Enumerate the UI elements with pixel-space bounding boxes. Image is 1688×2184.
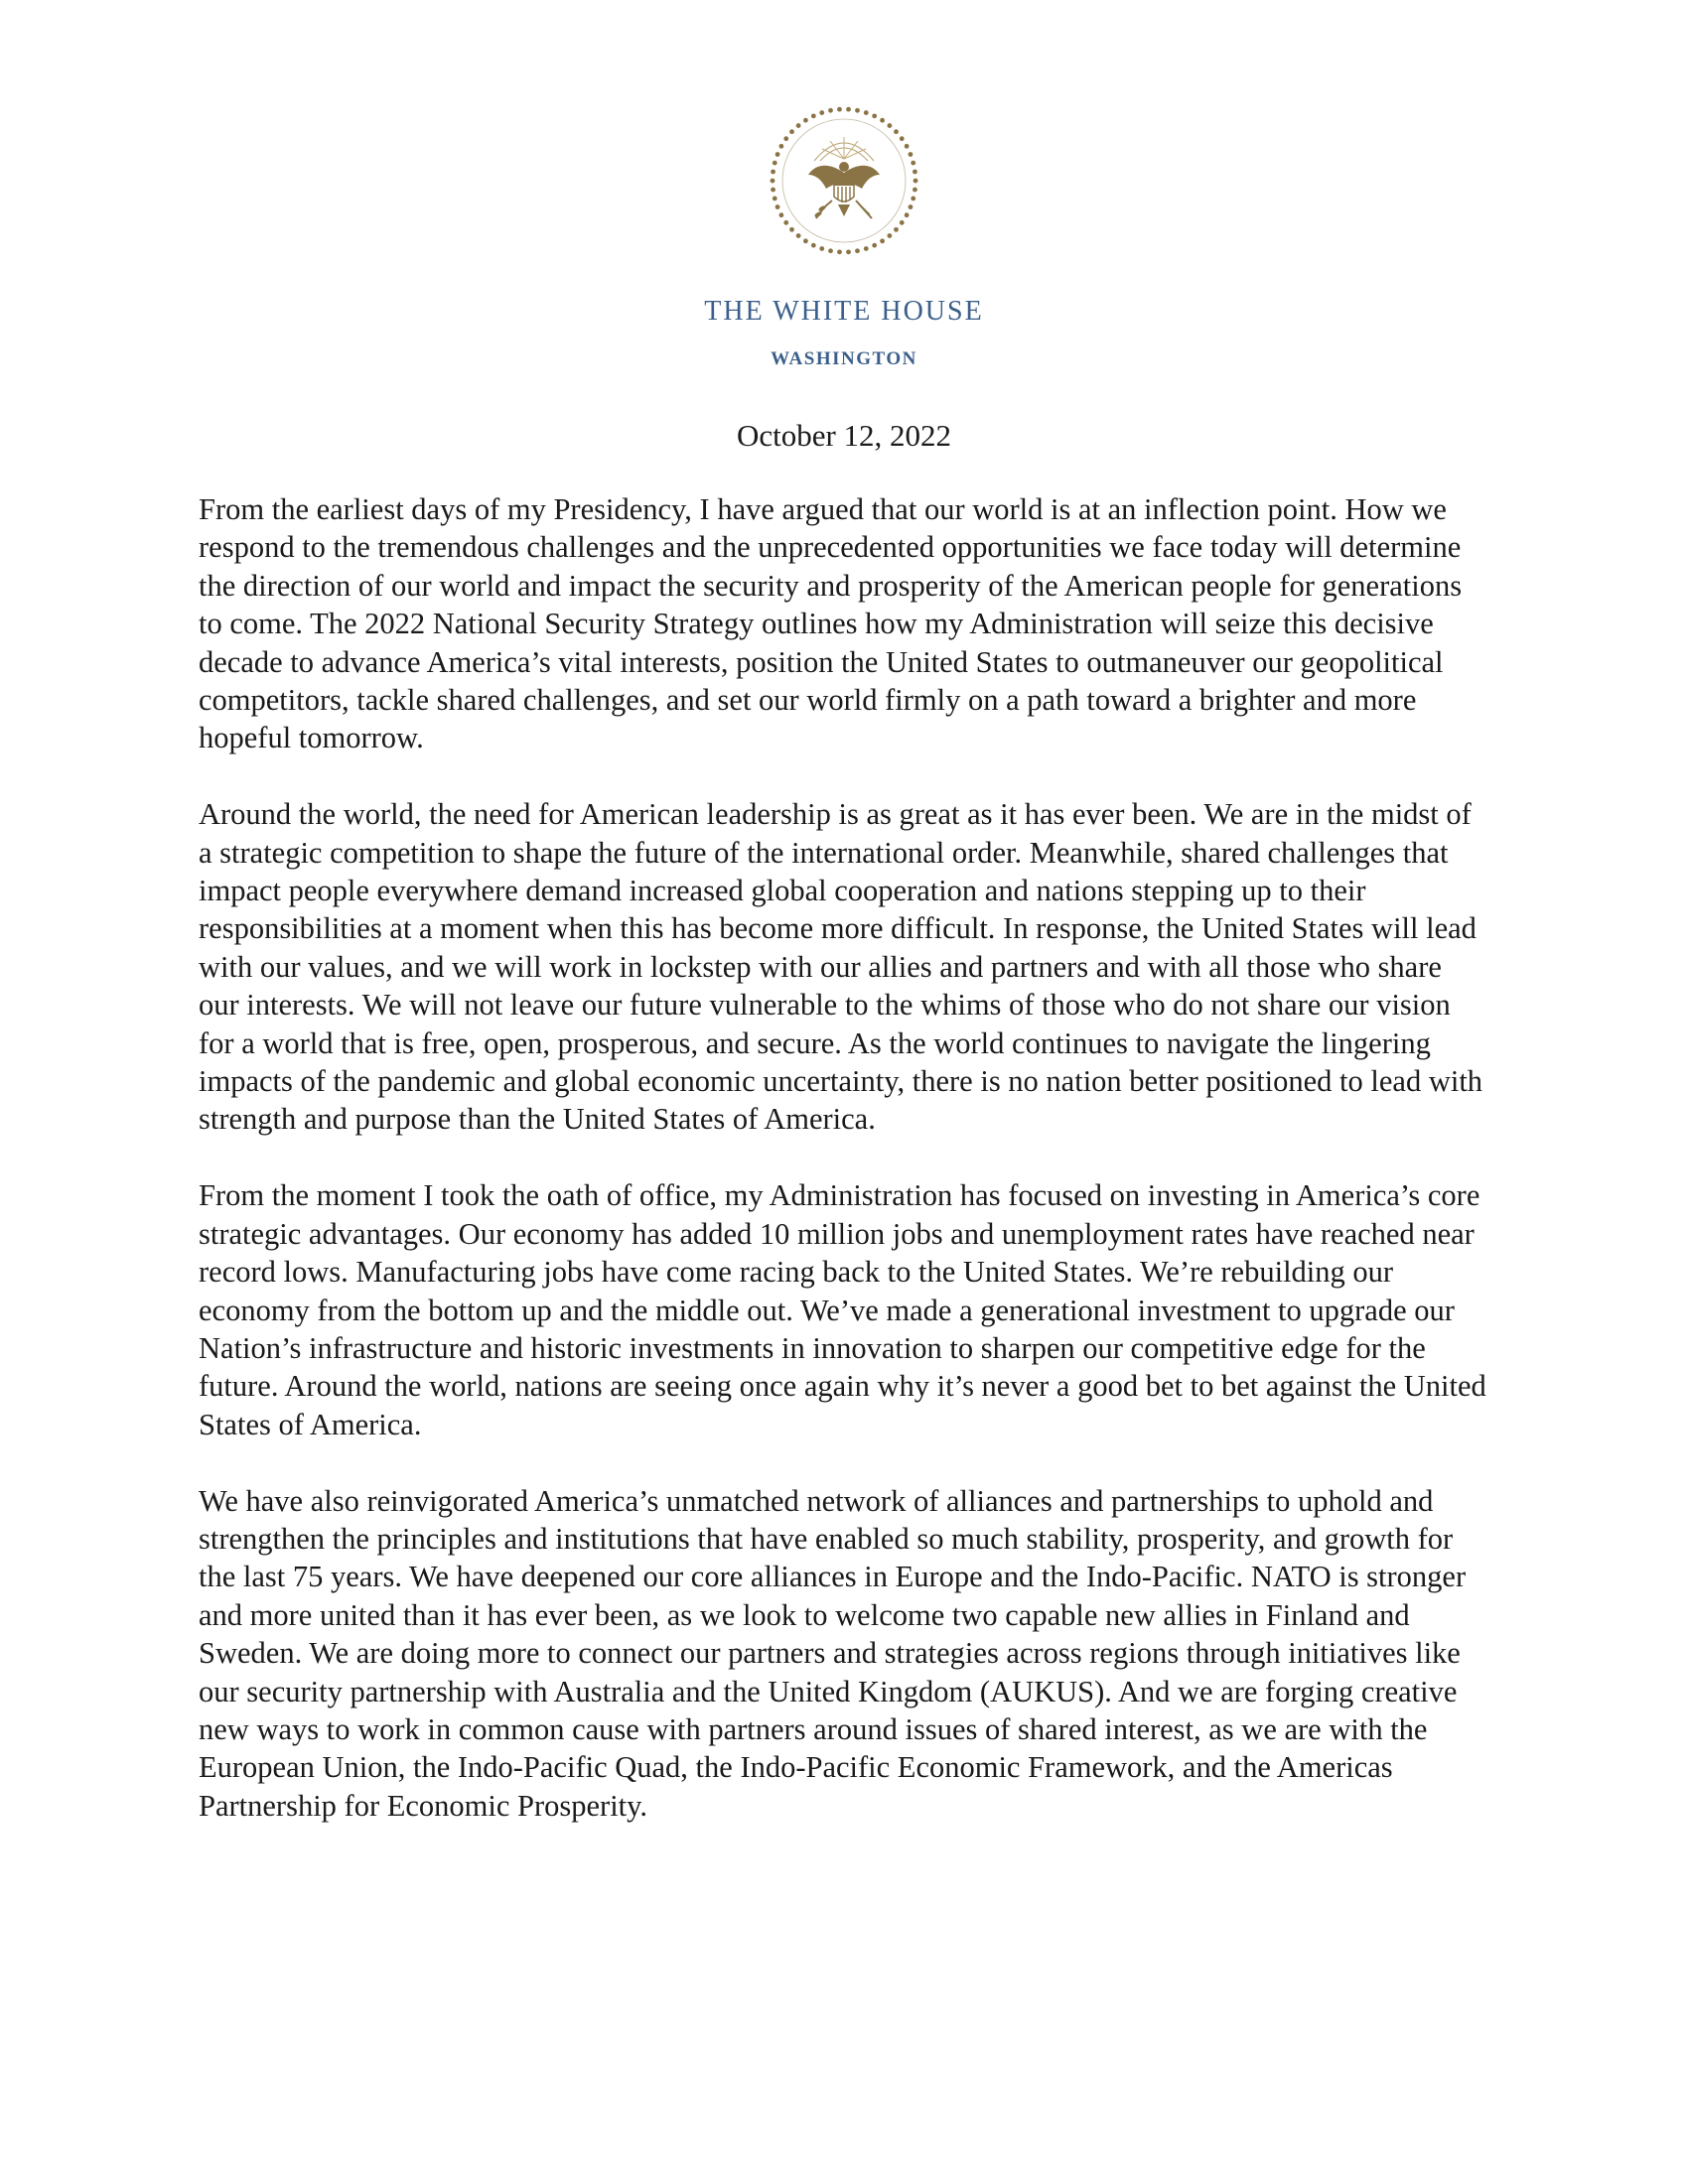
paragraph-3: From the moment I took the oath of office, my Administration has focused on investing in America’s core strategic advantages. Our economy has added 10 million jobs and unemployment rates have reached near record lows. Manufacturing jobs have come racing back to the United States. We’re rebuilding our economy from the bottom up and the middle out. We’ve made a generational investment to upgrade our Nation’s infrastructure and historic investments in innovation to sharpen our competitive edge for the future. Around the world, nations are seeing once again why it’s never a good bet to bet against the United States of America. [199, 1178, 1486, 1441]
letter-date: October 12, 2022 [736, 418, 952, 453]
letter-body [199, 490, 1489, 1863]
paragraph-2: Around the world, the need for American leadership is as great as it has ever been. We are in the midst of a strategic competition to shape the future of the international order. Meanwhile, shared challenges that impact people everywhere demand increased global cooperation and nations stepping up to their responsibilities at a moment when this has become more difficult. In response, the United States will lead with our values, and we will work in lockstep with our allies and partners and with all those who share our interests. We will not leave our future vulnerable to the whims of those who do not share our vision for a world that is free, open, prosperous, and secure. As the world continues to navigate the lingering impacts of the pandemic and global economic uncertainty, there is no nation better positioned to lead with strength and purpose than the United States of America. [199, 797, 1483, 1137]
letterhead-subtitle: WASHINGTON [771, 348, 917, 369]
presidential-seal-icon [767, 103, 921, 258]
paragraph-1: From the earliest days of my Presidency, I have argued that our world is at an inflection point. How we respond to the tremendous challenges and the unprecedented opportunities we face today will determine the direction of our world and impact the security and prosperity of the American people for generations to come. The 2022 National Security Strategy outlines how my Administration will seize this decisive decade to advance America’s vital interests, position the United States to outmaneuver our geopolitical competitors, tackle shared challenges, and set our world firmly on a path toward a brighter and more hopeful tomorrow. [199, 492, 1463, 755]
letterhead-title: THE WHITE HOUSE [704, 296, 984, 327]
paragraph-4: We have also reinvigorated America’s unmatched network of alliances and partnerships to uphold and strengthen the principles and institutions that have enabled so much stability, prosperity, and growth for the last 75 years. We have deepened our core alliances in Europe and the Indo-Pacific. NATO is stronger and more united than it has ever been, as we look to welcome two capable new allies in Finland and Sweden. We are doing more to connect our partners and strategies across regions through initiatives like our security partnership with Australia and the United Kingdom (AUKUS). And we are forging creative new ways to work in common cause with partners around issues of shared interest, as we are with the European Union, the Indo-Pacific Quad, the Indo-Pacific Economic Framework, and the Americas Partnership for Economic Prosperity. [199, 1483, 1467, 1823]
